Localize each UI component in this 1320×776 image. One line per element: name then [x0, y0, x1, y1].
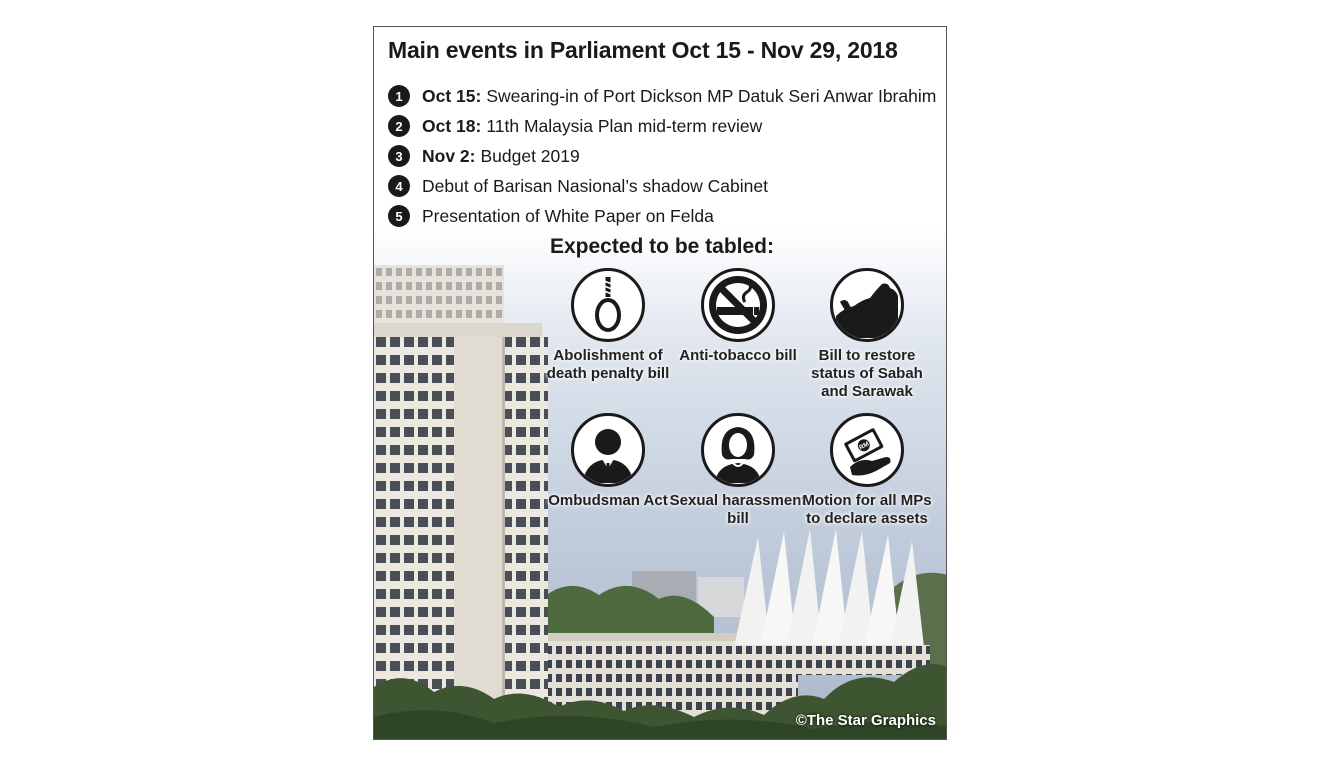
event-text: Debut of Barisan Nasional’s shadow Cabinet — [422, 175, 768, 196]
expected-item-label: Sexual harassment bill — [669, 492, 807, 527]
event-date: Oct 18: — [422, 115, 482, 136]
event-text: 11th Malaysia Plan mid-term review — [486, 115, 763, 136]
woman-icon — [701, 413, 775, 487]
sabah-sarawak-map-icon — [830, 268, 904, 342]
event-text: Budget 2019 — [480, 145, 580, 166]
noose-icon — [571, 268, 645, 342]
event-text: Swearing-in of Port Dickson MP Datuk Seri Anwar Ibrahim — [486, 85, 937, 106]
money-symbol-text: RM — [858, 440, 871, 452]
event-date: Oct 15: — [422, 85, 482, 106]
ombudsman-person-icon — [571, 413, 645, 487]
event-number-badge: 5 — [388, 205, 410, 227]
no-smoking-icon — [701, 268, 775, 342]
expected-item-ombudsman — [538, 413, 678, 510]
expected-item-sabah-sarawak — [797, 268, 937, 401]
expected-item-label: Bill to restore status of Sabah and Sarawak — [811, 347, 923, 400]
infographic-title: Main events in Parliament Oct 15 - Nov 29, 2018 — [388, 37, 898, 63]
event-item — [388, 81, 936, 111]
event-item — [388, 201, 936, 231]
event-number-badge: 3 — [388, 145, 410, 167]
expected-item-label: Abolishment of death penalty bill — [546, 347, 670, 382]
event-number-badge: 1 — [388, 85, 410, 107]
event-item — [388, 171, 936, 201]
event-date: Nov 2: — [422, 145, 476, 166]
expected-heading: Expected to be tabled: — [549, 235, 775, 258]
event-number-badge: 4 — [388, 175, 410, 197]
expected-item-declare-assets — [797, 413, 937, 528]
event-text: Presentation of White Paper on Felda — [422, 205, 714, 226]
event-item — [388, 141, 936, 171]
expected-item-label: Anti-tobacco bill — [679, 347, 797, 364]
expected-item-death-penalty — [538, 268, 678, 383]
money-hand-icon — [830, 413, 904, 487]
event-item — [388, 111, 936, 141]
expected-item-anti-tobacco — [668, 268, 808, 365]
expected-item-label: Ombudsman Act — [548, 492, 668, 509]
expected-item-label: Motion for all MPs to declare assets — [802, 492, 932, 527]
infographic-card — [373, 26, 947, 740]
event-number-badge: 2 — [388, 115, 410, 137]
expected-item-sexual-harassment — [668, 413, 808, 528]
credit-text: ©The Star Graphics — [795, 712, 936, 729]
events-list — [388, 81, 936, 231]
